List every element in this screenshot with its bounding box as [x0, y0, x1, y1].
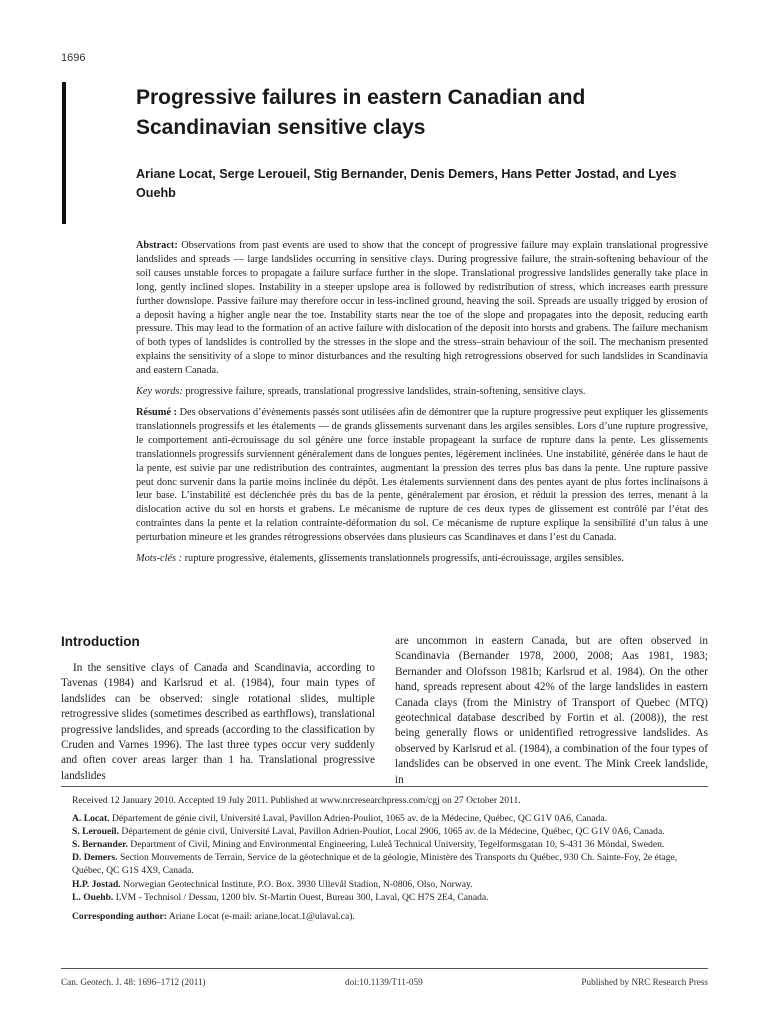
affiliation-author: S. Leroueil.	[72, 826, 119, 838]
received-dates: Received 12 January 2010. Accepted 19 July 2011. Published at www.nrcresearchpress.com/cgj on 27 October 2011.	[72, 795, 521, 806]
keywords-label: Key words:	[136, 386, 183, 398]
affiliation-author: H.P. Jostad.	[72, 878, 121, 890]
author-list: Ariane Locat, Serge Leroueil, Stig Bernander, Denis Demers, Hans Petter Jostad, and Lyes Ouehb	[136, 167, 677, 200]
affiliation	[72, 891, 702, 904]
affiliation-text: LVM - Technisol / Dessau, 1200 blv. St-Martin Ouest, Bureau 300, Laval, QC H7S 2E4, Canada.	[115, 891, 489, 903]
resume-label: Résumé :	[136, 406, 177, 418]
keywords-paragraph	[136, 385, 708, 399]
doi-link[interactable]: doi:10.1139/T11-059	[345, 977, 423, 987]
publisher-name: Published by NRC Research Press	[581, 977, 708, 987]
corresponding-author	[72, 910, 702, 923]
keywords-text: progressive failure, spreads, translational progressive landslides, strain-softening, sensitive clays.	[185, 386, 586, 398]
abstract-paragraph	[136, 239, 708, 378]
affiliation	[72, 878, 702, 891]
article-title: Progressive failures in eastern Canadian and Scandinavian sensitive clays	[136, 86, 586, 139]
footnote-box	[61, 786, 708, 969]
abstract-text: Observations from past events are used to show that the concept of progressive failure may explain translational progressive landslides and spreads — large landslides occurring in sensitive clays. During progressive failure, the strain-softening behaviour of the soil causes unstable forces to propagate a failure surface further in the slope. Translational progressive landslides generally take place in long, gently inclined slopes. Instability in a steeper upslope area is followed by redistribution of stress, which increases earth pressure further downslope. Passive failure may therefore occur in less-inclined ground, heaving the soil. Spreads are usually trigged by erosion of a deposit having a higher angle near the toe. Instability starts near the toe of the slope and propagates into the deposit, reducing earth pressure. This may lead to the formation of an active failure with dislocation of the deposit into horsts and grabens. The failure mechanism of both types of landslides is controlled by the stresses in the slope and the stress–strain behaviour of the soil. The mechanism presented explains the sensitivity of a slope to minor disturbances and the resulting high retrogressions observed for such landslides in Scandinavia and eastern Canada.	[136, 240, 709, 377]
mots-cles-paragraph	[136, 552, 708, 566]
affiliation-text: Département de génie civil, Université Laval, Pavillon Adrien-Pouliot, Local 2906, 1065 av. de la Médecine, Québec, QC G1V 0A6, Canada.	[121, 826, 665, 838]
footnote-content	[72, 794, 702, 923]
body-text-left-column: In the sensitive clays of Canada and Scandinavia, according to Tavenas (1984) and Karlsrud et al. (1984), four main types of landslides can be observed: single rotational slides, multiple retrogressive slides (sometimes described as earthflows), translational progressive landslides, and spreads (according to the classification by Cruden and Varnes 1996). The last three types occur very suddenly and often cover areas larger than 1 ha. Translational progressive landslides	[61, 662, 375, 782]
affiliation	[72, 851, 702, 877]
abstract-block	[136, 239, 708, 566]
title-rule	[62, 82, 66, 224]
resume-paragraph	[136, 406, 708, 545]
page-number: 1696	[61, 52, 86, 64]
affiliation	[72, 812, 702, 825]
affiliation-author: L. Ouehb.	[72, 891, 114, 903]
affiliation-text: Norwegian Geotechnical Institute, P.O. Box. 3930 Ullevål Stadion, N-0806, Olso, Norway.	[123, 878, 473, 890]
corresponding-author-text: Ariane Locat (e-mail: ariane.locat.1@ulaval.ca).	[168, 910, 355, 922]
affiliation-author: D. Demers.	[72, 852, 118, 864]
corresponding-author-label: Corresponding author:	[72, 910, 167, 922]
affiliation	[72, 838, 702, 851]
abstract-label: Abstract:	[136, 240, 178, 251]
body-text-right-column: are uncommon in eastern Canada, but are often observed in Scandinavia (Bernander 1978, 2000, 2008; Aas 1981, 1983; Bernander and Olofsson 1981b; Karlsrud et al. 1984). On the other hand, spreads represent about 42% of the large landslides in eastern Canada clays (from the Ministry of Transport of Quebec (MTQ) geotechnical database described by Fortin et al. (2008)), the rest being generally flows or unidentified retrogressive landslides. As observed by Karlsrud et al. (1984), a combination of the four types of landslides can be observed in one event. The Mink Creek landslide, in	[395, 635, 708, 786]
affiliation-text: Département de génie civil, Université Laval, Pavillon Adrien-Pouliot, 1065 av. de la Médecine, Québec, QC G1V 0A6, Canada.	[111, 813, 607, 825]
affiliation-author: S. Bernander.	[72, 839, 128, 851]
section-heading-introduction: Introduction	[61, 634, 140, 649]
affiliation	[72, 825, 702, 838]
mots-cles-text: rupture progressive, étalements, glissements translationnels progressifs, anti-écrouissage, argiles sensibles.	[184, 553, 624, 565]
affiliation-author: A. Locat.	[72, 813, 110, 825]
resume-text: Des observations d’évènements passés sont utilisées afin de démontrer que la rupture progressive peut expliquer les glissements translationnels progressifs et les étalements — de grands glissements survenant dans les argiles sensibles. Lors d’une rupture progressive, le comportement anti-écrouissage du sol génère une force instable propageant la surface de rupture dans la pente. Les glissements translationnels progressifs surviennent généralement dans de longues pentes, légèrement inclinées. Une instabilité, générée dans le haut de la pente, est suivie par une redistribution des contraintes, augmentant la pression des terres plus bas dans la pente. Une rupture passive peut donc survenir dans la partie moins inclinée du dépôt. Les étalements surviennent dans des pentes ayant de plus fortes inclinaisons à leur base. L’instabilité est déclenchée près du bas de la pente, généralement par érosion, et réduit la pression des terres, menant à la dislocation active du sol en horsts et grabens. Le mécanisme de rupture de ces deux types de glissement est contrôlé par l’état des contraintes dans la pente et la relation contrainte-déformation du sol. Ce mécanisme de rupture explique la sensibilité d’un talus à une perturbation mineure et les grandes rétrogressions observées dans plusieurs cas Scandinaves et dans l’est du Canada.	[136, 406, 709, 544]
affiliation-text: Department of Civil, Mining and Environmental Engineering, Luleå Technical University, Tegelformsgatan 10, S-431 36 Möndal, Sweden.	[130, 839, 665, 851]
mots-cles-label: Mots-clés :	[136, 553, 183, 565]
journal-citation: Can. Geotech. J. 48: 1696–1712 (2011)	[61, 977, 206, 987]
affiliation-text: Section Mouvements de Terrain, Service de la géotechnique et de la géologie, Ministère des Transports du Québec, 930 Ch. Sainte-Foy, 2e étage, Québec, QC G1S 4X9, Canada.	[72, 852, 678, 877]
